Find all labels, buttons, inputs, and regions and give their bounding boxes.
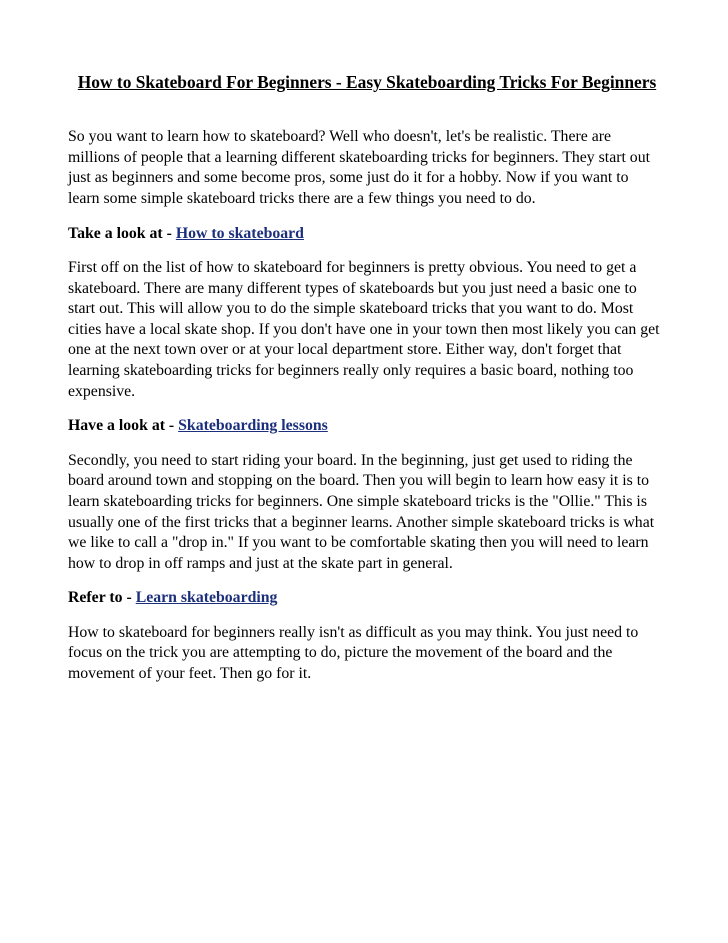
paragraph-intro: So you want to learn how to skateboard? Well who doesn't, let's be realistic. There are millions of people that a learning different skateboarding tricks for beginners. They start out just as beginners and some become pros, some just do it for a hobby. Now if you want to learn some simple skateboard tricks there are a few things you need to do. (68, 128, 650, 207)
reference-prefix: Have a look at - (68, 417, 179, 435)
document-page (68, 70, 662, 685)
link-learn-skateboarding[interactable]: Learn skateboarding (135, 589, 278, 607)
paragraph-get-board: First off on the list of how to skateboard for beginners is pretty obvious. You need to get a skateboard. There are many different types of skateboards but you just need a basic one to start out. This will allow you to do the simple skateboard tricks that you want to do. Most cities have a local skate shop. If you don't have one in your town then most likely you can get one at the next town over or at your local department store. Either way, don't forget that learning skateboarding tricks for beginners really only requires a basic board, nothing too expensive. (68, 258, 660, 400)
document-title: How to Skateboard For Beginners - Easy Skateboarding Tricks For Beginners (77, 72, 657, 92)
reference-line (68, 224, 662, 245)
link-how-to-skateboard[interactable]: How to skateboard (175, 225, 304, 243)
paragraph-conclusion: How to skateboard for beginners really isn't as difficult as you may think. You just need to focus on the trick you are attempting to do, picture the movement of the board and the movement of your feet. Then go for it. (68, 623, 639, 683)
reference-line (68, 588, 662, 609)
reference-prefix: Take a look at - (68, 225, 176, 243)
paragraph-start-riding: Secondly, you need to start riding your board. In the beginning, just get used to riding the board around town and stopping on the board. Then you will begin to learn how easy it is to learn skateboarding tricks for beginners. One simple skateboard tricks is the "Ollie." This is usually one of the first tricks that a beginner learns. Another simple skateboard tricks is what we like to call a "drop in." If you want to be comfortable skating then you will need to learn how to drop in off ramps and just at the skate part in general. (68, 451, 655, 572)
reference-prefix: Refer to - (68, 589, 136, 607)
reference-line (68, 416, 662, 437)
link-skateboarding-lessons[interactable]: Skateboarding lessons (178, 417, 328, 435)
